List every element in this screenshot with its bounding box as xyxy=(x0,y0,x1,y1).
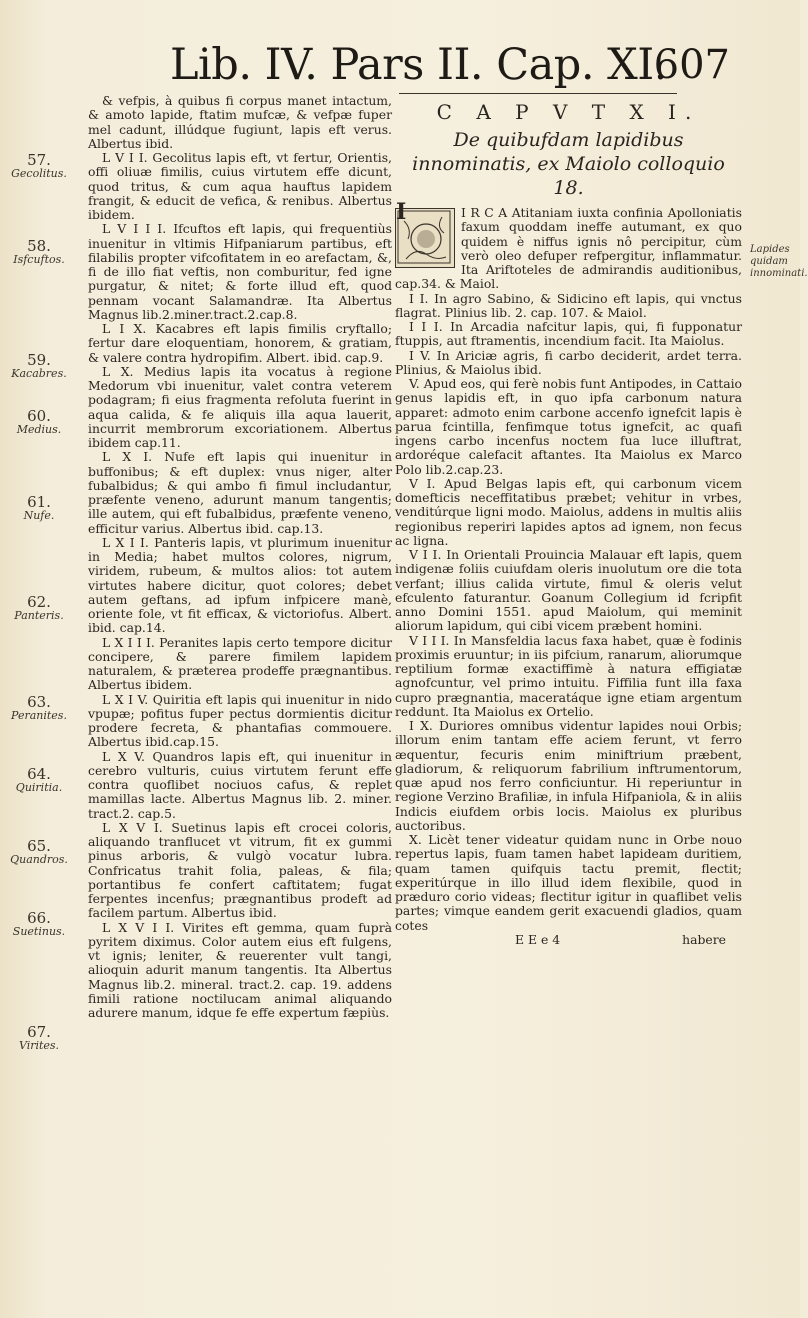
intro-paragraph: I R C A Atitaniam iuxta confinia Apolloniatis faxum quoddam ineffe autumant, ex quo quidem è niffus ignis nô percipitur, cùm verò oleo defuper refpergitur, inflammatur. Ita Ariftoteles de admirandis auditionibus, cap.34. & Maiol. xyxy=(395,205,742,292)
entry-paragraph: L X I V. Quiritia eft lapis qui inuenitur in nido vpupæ; pofitus fuper pectus dormientis dicitur prodere fecreta, & phantafias commouere. Albertus ibid.cap.15. xyxy=(88,691,392,750)
entry-paragraph: L X V. Quandros lapis eft, qui inuenitur in cerebro vulturis, cuius virtutem ferunt effe contra quoflibet nociuos cafus, & replet mamillas lacte. Albertus Magnus lib. 2. miner. tract.2. cap.5. xyxy=(88,748,392,821)
footer-line xyxy=(395,933,742,947)
entry-paragraph: V I. Apud Belgas lapis eft, qui carbonum vicem domefticis neceffitatibus præbet; vehitur in vrbes, venditúrque ligni modo. Maiolus, addens in multis aliis regionibus reperiri lapides aptos ad ignem, non fecus ac ligna. xyxy=(395,475,742,548)
continuation-text: & vefpis, à quibus fi corpus manet intactum, & amoto lapide, ftatim mufcæ, & vefpæ fuper mel cadunt, illúdque fugiunt, lapis eft verus. Albertus ibid. xyxy=(88,93,392,151)
page-number: 607 xyxy=(653,42,730,88)
margin-note: 61. Nufe. xyxy=(23,493,55,522)
margin-note: 58. Isfcuftos. xyxy=(13,237,65,266)
right-column xyxy=(395,93,742,947)
chapter-title: De quibufdam lapidibus innominatis, ex Maiolo colloquio 18. xyxy=(412,129,725,199)
left-column xyxy=(88,94,392,1020)
entry-paragraph: L V I I I. Ifcuftos eft lapis, qui frequentiùs inuenitur in vltimis Hifpaniarum partibus, eft filabilis propter vifcofitatem in eo arefactam, &, fi de illo fiat veftis, non comburitur, fed igne purgatur, & nitet; & forte illud eft, quod pennam vocant Salamandræ. Ita Albertus Magnus lib.2.miner.tract.2.cap.8. xyxy=(88,221,392,322)
intro-block xyxy=(395,199,742,292)
margin-note: 67. Virites. xyxy=(18,1023,60,1052)
entry-paragraph: L X I I I. Peranites lapis certo tempore dicitur concipere, & parere fimilem lapidem naturalem, & præterea prodeffe prægnantibus. Albertus ibidem. xyxy=(88,634,392,693)
margin-note: 62. Panteris. xyxy=(14,593,64,622)
entry-paragraph: V I I. In Orientali Prouincia Malauar eft lapis, quem indigenæ foliis cuiufdam oleris inuolutum ore die tota verfant; illius calida virtute, fimul & oleris velut efculento faturantur. Goanum Collegium id fcripfit anno Domini 1551. apud Maiolum, qui meminit aliorum lapidum, qui cibi vicem præbent homini. xyxy=(395,547,742,634)
margin-note: 65. Quandros. xyxy=(10,837,68,866)
margin-note: 60. Medius. xyxy=(16,407,62,436)
margin-note: 63. Peranites. xyxy=(11,693,67,722)
entry-paragraph: I V. In Ariciæ agris, fi carbo deciderit, ardet terra. Plinius, & Maiolus ibid. xyxy=(395,347,742,377)
entry-paragraph: L X. Medius lapis ita vocatus à regione Medorum vbi inuenitur, valet contra veterem podagram; fi eius fragmenta refoluta fuerint in aqua calida, & fe aliquis illa aqua lauerit, incurrit membrorum excoriationem. Albertus ibidem cap.11. xyxy=(88,363,392,450)
entry-paragraph: L V I I. Gecolitus lapis eft, vt fertur, Orientis, offi oliuæ fimilis, cuius virtutem effe dicunt, quod tritus, & cum aqua hauftus lapidem frangit, & educit de vefica, & renibus. Albertus ibidem. xyxy=(88,150,392,222)
drop-cap-letter: I xyxy=(396,199,407,225)
running-title: Lib. IV. Pars II. Cap. XI. xyxy=(170,40,667,90)
entry-paragraph: X. Licèt tener videatur quidam nunc in Orbe nouo repertus lapis, fuam tamen habet lapideam duritiem, quam tamen quifquis tactu premit, flectit; experitúrque in illo illud idem flexibile, quod in præduro corio videas; flectitur igitur in quaflibet velis partes; vimque eandem gerit exacuendi gladios, quam cotes xyxy=(395,832,742,933)
entry-paragraph: I X. Duriores omnibus videntur lapides noui Orbis; illorum enim tantam effe aciem ferunt, vt ferro æquentur, fecuris enim miniftrium præbent, gladiorum, & reliquorum fabrilium inftrumentorum, quæ apud nos ferro conficiuntur. Hi reperiuntur in regione Verzino Brafiliæ, in infula Hifpaniola, & in aliis Indicis eiufdem orbis locis. Maiolus ex pluribus auctoribus. xyxy=(395,718,742,833)
ornamental-initial-icon xyxy=(395,199,455,268)
entry-paragraph: L I X. Kacabres eft lapis fimilis cryftallo; fertur dare eloquentiam, honorem, & gratiam, & valere contra hydropifim. Albert. ibid. cap.9. xyxy=(88,321,392,365)
header-rule xyxy=(399,93,677,94)
entry-paragraph: V. Apud eos, qui ferè nobis funt Antipodes, in Cattaio genus lapidis eft, in quo ipfa carbonum natura apparet: admoto enim carbone accenfo ignefcit lapis è parua fcintilla, fenfimque totus ignefcit, ac quafi ingens carbo incenfus noctem fua luce illuftrat, ardoréque calefacit aftantes. Ita Maiolus ex Marco Polo lib.2.cap.23. xyxy=(395,376,742,477)
margin-note: 59. Kacabres. xyxy=(11,351,67,380)
chapter-heading: C A P V T X I. xyxy=(436,100,701,124)
signature-mark: E E e 4 xyxy=(515,931,561,947)
entry-paragraph: I I. In agro Sabino, & Sidicino eft lapis, qui vnctus flagrat. Plinius lib. 2. cap. 107. & Maiol. xyxy=(395,290,742,320)
margin-note: 64. Quiritia. xyxy=(15,765,63,794)
margin-note: 66. Suetinus. xyxy=(12,909,66,938)
entry-paragraph: L X I. Nufe eft lapis qui inuenitur in buffonibus; & eft duplex: vnus niger, alter fubalbidus; & qui ambo fi fimul includantur, præfente veneno, adurunt manum tangentis; ille autem, qui eft fubalbidus, præfente veneno, efficitur varius. Albertus ibid. cap.13. xyxy=(88,449,392,536)
margin-note: 57. Gecolitus. xyxy=(11,151,67,180)
entry-paragraph: V I I I. In Mansfeldia lacus faxa habet, quæ è fodinis proximis eruuntur; in iis pifcium, ranarum, aliorumque reptilium formæ exactiffimè à natura effigiatæ agnofcuntur, vel primo intuitu. Fiffilia funt illa faxa cupro prægnantia, maceratáque igne etiam argentum reddunt. Ita Maiolus ex Ortelio. xyxy=(395,632,742,719)
entry-paragraph: L X I I. Panteris lapis, vt plurimum inuenitur in Media; habet multos colores, nigrum, viridem, rubeum, & multos alios: tot autem virtutes habere dicitur, quot colores; debet autem geftans, ad ipfum infpicere manè, oriente fole, vt fit efficax, & victoriofus. Albert. ibid. cap.14. xyxy=(88,534,392,636)
entry-paragraph: L X V I. Suetinus lapis eft crocei coloris, aliquando tranflucet vt vitrum, fit ex gummi pinus arboris, & vulgò vocatur lubra. Confricatus trahit folia, paleas, & fila; portantibus fe confert caftitatem; fugat ferpentes incenfus; prægnantibus prodeft ad facilem partum. Albertus ibid. xyxy=(88,819,392,921)
entry-paragraph: I I I. In Arcadia nafcitur lapis, qui, fi fupponatur ftuppis, aut ftramentis, incendium facit. Ita Maiolus. xyxy=(395,319,742,349)
margin-note-right: Lapides quidam innominati. xyxy=(750,244,808,279)
running-head xyxy=(170,40,730,96)
catchword: habere xyxy=(682,931,726,947)
entry-paragraph: L X V I I. Virites eft gemma, quam fuprà pyritem diximus. Color autem eius eft fulgens, vt ignis; leniter, & reuerenter vult tangi, alioquin adurit manum tangentis. Ita Albertus Magnus lib.2. mineral. tract.2. cap. 19. addens fimili ratione noctilucam animal aliquando adurere manum, idque fe effe expertum fæpiùs. xyxy=(88,919,392,1020)
